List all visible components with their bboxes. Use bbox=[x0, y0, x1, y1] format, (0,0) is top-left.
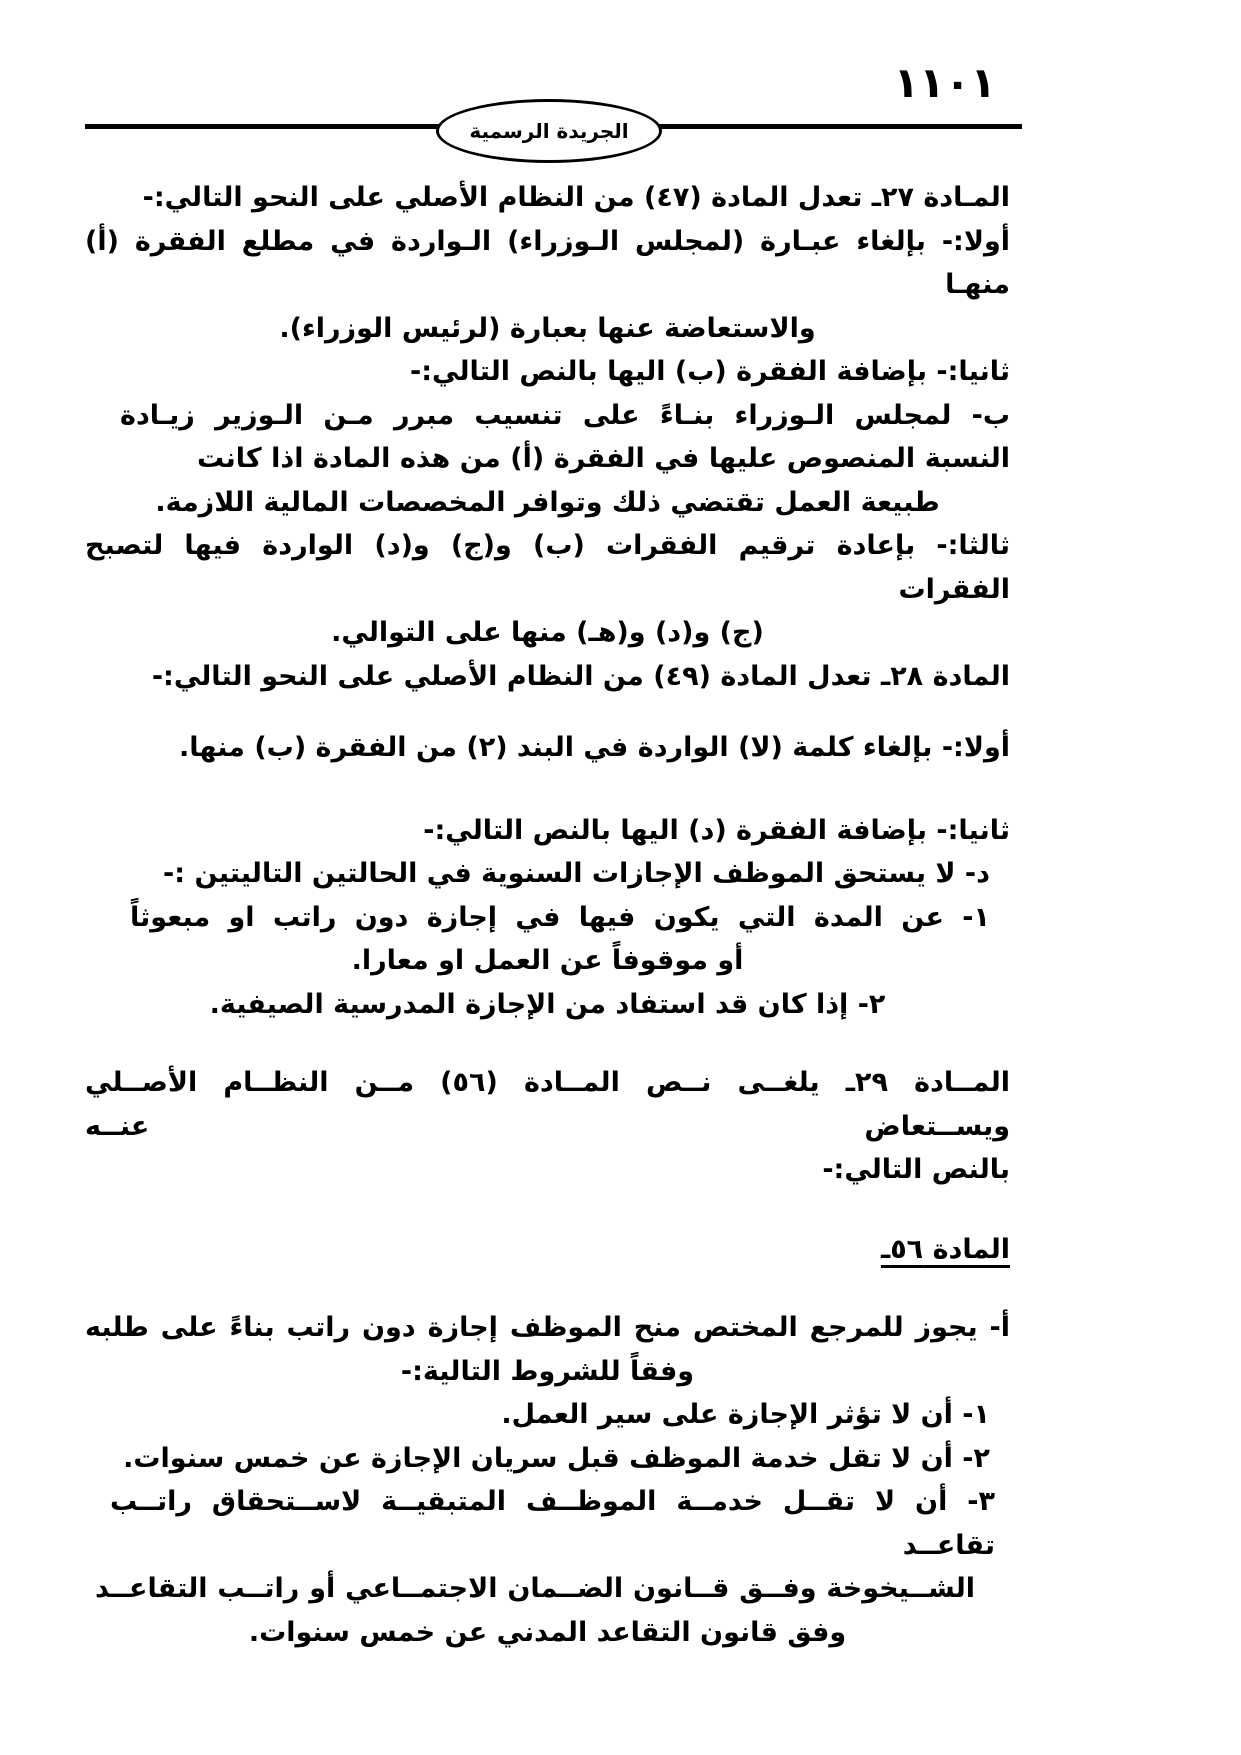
article-28-item-1-line-1: ١- عن المدة التي يكون فيها في إجازة دون راتب او مبعوثاً bbox=[130, 901, 990, 933]
article-27-clause-1-line-1: أولا:- بإلغاء عبـارة (لمجلس الـوزراء) الـواردة في مطلع الفقرة (أ) منهـا bbox=[85, 225, 1010, 300]
article-27-clause-3-line-1: ثالثا:- بإعادة ترقيم الفقرات (ب) و(ج) و(د) الواردة فيها لتصبح الفقرات bbox=[85, 530, 1010, 605]
article-27-clause-1-line-2: والاستعاضة عنها بعبارة (لرئيس الوزراء). bbox=[279, 312, 816, 344]
article-56-condition-3-line-3: وفق قانون التقاعد المدني عن خمس سنوات. bbox=[248, 1616, 847, 1648]
gazette-title-oval bbox=[436, 99, 662, 163]
article-56-condition-3-line-2: الشــيخوخة وفــق قــانون الضــمان الاجتمــاعي أو راتــب التقاعــد bbox=[95, 1573, 975, 1604]
article-27-heading: المـادة ٢٧ـ تعدل المادة (٤٧) من النظام الأصلي على النحو التالي:- bbox=[142, 182, 1010, 213]
document-body bbox=[85, 176, 1010, 1654]
article-56-condition-2: ٢- أن لا تقل خدمة الموظف قبل سريان الإجازة عن خمس سنوات. bbox=[123, 1442, 990, 1474]
article-28-paragraph-d: د- لا يستحق الموظف الإجازات السنوية في الحالتين التاليتين :- bbox=[163, 858, 990, 889]
article-28-heading: المادة ٢٨ـ تعدل المادة (٤٩) من النظام الأصلي على النحو التالي:- bbox=[151, 660, 1010, 692]
article-27-paragraph-b-line-1: ب- لمجلس الـوزراء بنـاءً على تنسيب مبرر مـن الـوزير زيـادة bbox=[120, 399, 1010, 431]
article-27-clause-3-line-2: (ج) و(د) و(هـ) منها على التوالي. bbox=[331, 617, 764, 648]
article-27-clause-2: ثانيا:- بإضافة الفقرة (ب) اليها بالنص التالي:- bbox=[410, 356, 1010, 387]
article-56-heading: المادة ٥٦ـ bbox=[880, 1233, 1010, 1265]
article-28-clause-1: أولا:- بإلغاء كلمة (لا) الواردة في البند (٢) من الفقرة (ب) منها. bbox=[178, 732, 1010, 763]
article-29-heading-line-2: بالنص التالي:- bbox=[822, 1154, 1010, 1185]
article-28-item-1-line-2: أو موقوفاً عن العمل او معارا. bbox=[351, 945, 744, 976]
gazette-title: الجريدة الرسمية bbox=[469, 119, 629, 143]
article-56-paragraph-a-line-2: وفقاً للشروط التالية:- bbox=[400, 1355, 695, 1387]
article-29-heading-line-1: المــادة ٢٩ـ يلغــى نــص المــادة (٥٦) مــن النظــام الأصــلي ويســتعاض عنــه bbox=[85, 1067, 1010, 1142]
page-number: ١١٠١ bbox=[893, 58, 996, 107]
article-28-clause-2: ثانيا:- بإضافة الفقرة (د) اليها بالنص التالي:- bbox=[423, 814, 1010, 846]
article-56-condition-3-line-1: ٣- أن لا تقــل خدمــة الموظــف المتبقيــة لاســتحقاق راتــب تقاعــد bbox=[110, 1486, 995, 1561]
article-56-paragraph-a-line-1: أ- يجوز للمرجع المختص منح الموظف إجازة دون راتب بناءً على طلبه bbox=[85, 1312, 1010, 1343]
article-27-paragraph-b-line-3: طبيعة العمل تقتضي ذلك وتوافر المخصصات المالية اللازمة. bbox=[155, 486, 940, 518]
article-56-condition-1: ١- أن لا تؤثر الإجازة على سير العمل. bbox=[501, 1399, 990, 1430]
article-28-item-2: ٢- إذا كان قد استفاد من الإجازة المدرسية الصيفية. bbox=[209, 988, 886, 1020]
article-27-paragraph-b-line-2: النسبة المنصوص عليها في الفقرة (أ) من هذه المادة اذا كانت bbox=[197, 443, 1010, 474]
